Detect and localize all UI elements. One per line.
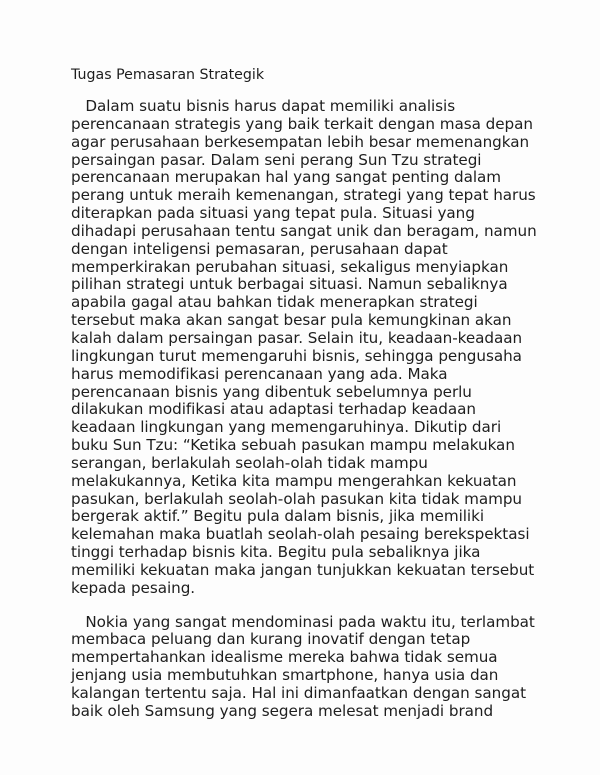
text-line: bergerak aktif.” Begitu pula dalam bisnis, jika memiliki (71, 507, 485, 526)
text-line: apabila gagal atau bahkan tidak menerapkan strategi (71, 293, 478, 312)
text-line: buku Sun Tzu: “Ketika sebuah pasukan mampu melakukan (71, 436, 515, 455)
text-line: perencanaan bisnis yang dibentuk sebelumnya perlu (71, 382, 472, 401)
text-line: kepada pesaing. (71, 578, 196, 597)
document-page (71, 66, 541, 721)
text-line: keadaan lingkungan yang memengaruhinya. Dikutip dari (71, 418, 502, 437)
text-line: tinggi terhadap bisnis kita. Begitu pula sebaliknya jika (71, 543, 481, 562)
text-line: perencanaan merupakan hal yang sangat penting dalam (71, 168, 501, 187)
text-line: kelemahan maka buatlah seolah-olah pesaing berekspektasi (71, 525, 530, 544)
text-line: pasukan, berlakulah seolah-olah pasukan kita tidak mampu (71, 489, 523, 508)
text-line: kalah dalam persaingan pasar. Selain itu, keadaan-keadaan (71, 328, 523, 347)
text-line: tersebut maka akan sangat besar pula kemungkinan akan (71, 311, 512, 330)
text-line: lingkungan turut memengaruhi bisnis, sehingga pengusaha (71, 346, 522, 365)
text-line: kalangan tertentu saja. Hal ini dimanfaatkan dengan sangat (71, 684, 526, 702)
text-line: Dalam suatu bisnis harus dapat memiliki analisis (71, 97, 456, 115)
document-title: Tugas Pemasaran Strategik (71, 67, 265, 83)
text-line: jenjang usia membutuhkan smartphone, hanya usia dan (71, 666, 499, 685)
text-line: serangan, berlakulah seolah-olah tidak mampu (71, 453, 428, 472)
text-line: memiliki kekuatan maka jangan tunjukkan kekuatan tersebut (71, 560, 535, 579)
text-line: pilihan strategi untuk berbagai situasi. Namun sebaliknya (71, 275, 508, 294)
text-line: memperkirakan perubahan situasi, sekaligus menyiapkan (71, 257, 509, 276)
text-line: mempertahankan idealisme mereka bahwa tidak semua (71, 648, 498, 667)
text-line: harus memodifikasi perencanaan yang ada. Maka (71, 364, 448, 383)
text-line: agar perusahaan berkesempatan lebih besar memenangkan (71, 132, 530, 151)
text-line: perencanaan strategis yang baik terkait dengan masa depan (71, 114, 533, 133)
paragraph-1 (71, 98, 541, 598)
text-line: dengan inteligensi pemasaran, perusahaan dapat (71, 239, 448, 258)
text-line: melakukannya, Ketika kita mampu mengerahkan kekuatan (71, 471, 517, 490)
text-line: Nokia yang sangat mendominasi pada waktu itu, terlambat (71, 612, 535, 631)
text-line: dihadapi perusahaan tentu sangat unik dan beragam, namun (71, 221, 537, 240)
text-line: dilakukan modifikasi atau adaptasi terhadap keadaan (71, 400, 476, 419)
text-line: perang untuk meraih kemenangan, strategi yang tepat harus (71, 186, 536, 205)
text-line: membaca peluang dan kurang inovatif dengan tetap (71, 630, 471, 649)
text-line: diterapkan pada situasi yang tepat pula. Situasi yang (71, 204, 475, 223)
text-line: persaingan pasar. Dalam seni perang Sun Tzu strategi (71, 150, 482, 169)
paragraph-2 (71, 614, 541, 721)
text-line: baik oleh Samsung yang segera melesat menjadi brand (71, 701, 494, 720)
